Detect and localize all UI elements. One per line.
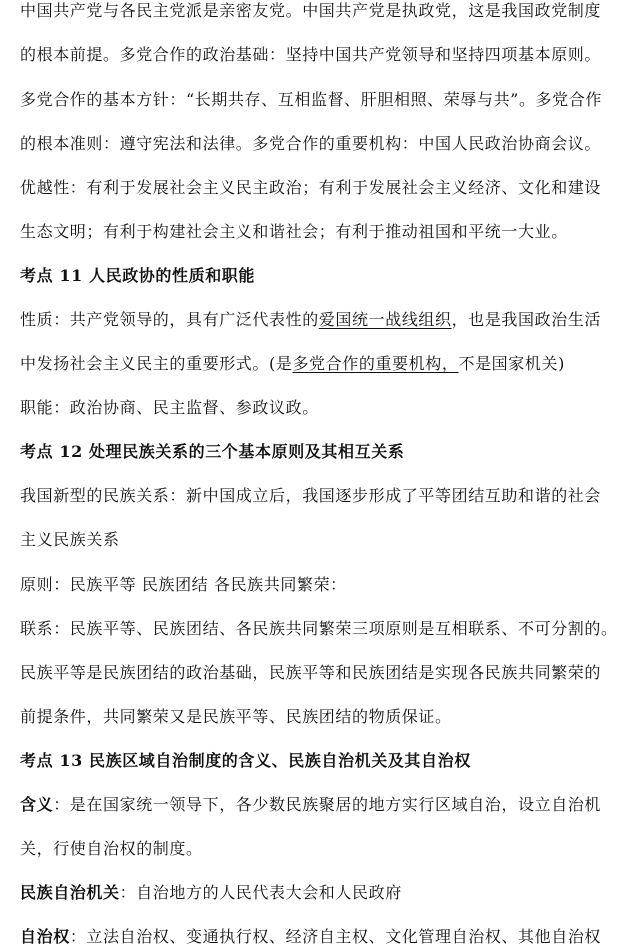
organ-text: ：自治地方的人民代表大会和人民政府 xyxy=(119,883,402,902)
section-12-line-6: 前提条件，共同繁荣又是民族平等、民族团结的物质保证。 xyxy=(20,707,452,726)
nature-underlined: 爱国统一战线组织 xyxy=(318,310,452,329)
paragraph-line-5: 优越性：有利于发展社会主义民主政治；有利于发展社会主义经济、文化和建设 xyxy=(20,178,602,197)
section-13-heading: 考点 13 民族区域自治制度的含义、民族自治机关及其自治权 xyxy=(20,751,471,770)
definition-label: 含义 xyxy=(20,795,54,814)
paragraph-line-6: 生态文明；有利于构建社会主义和谐社会；有利于推动祖国和平统一大业。 xyxy=(20,222,568,241)
section-13-definition-line-1 xyxy=(20,794,628,816)
power-label: 自治权 xyxy=(20,927,70,946)
nature2-text-b: 不是国家机关) xyxy=(458,354,565,373)
section-11-nature-line-1 xyxy=(20,309,628,331)
paragraph-line-1: 中国共产党与各民主党派是亲密友党。中国共产党是执政党，这是我国政党制度 xyxy=(20,1,602,20)
paragraph-line-4: 的根本准则：遵守宪法和法律。多党合作的重要机构：中国人民政治协商会议。 xyxy=(20,134,602,153)
nature2-underlined: 多党合作的重要机构， xyxy=(292,354,459,373)
section-13-power-line xyxy=(20,926,628,948)
nature2-text-a: 中发扬社会主义民主的重要形式。(是 xyxy=(20,354,293,373)
section-12-line-4: 联系：民族平等、民族团结、各民族共同繁荣三项原则是互相联系、不可分割的。 xyxy=(20,619,618,638)
section-12-line-3: 原则：民族平等 民族团结 各民族共同繁荣： xyxy=(20,575,347,594)
section-11-heading: 考点 11 人民政协的性质和职能 xyxy=(20,266,256,285)
section-12-line-1: 我国新型的民族关系：新中国成立后，我国逐步形成了平等团结互助和谐的社会 xyxy=(20,486,602,505)
organ-label: 民族自治机关 xyxy=(20,883,120,902)
power-text: ：立法自治权、变通执行权、经济自主权、文化管理自治权、其他自治权 xyxy=(69,927,602,946)
section-11-functions: 职能：政治协商、民主监督、参政议政。 xyxy=(20,398,319,417)
paragraph-line-3: 多党合作的基本方针：“长期共存、互相监督、肝胆相照、荣辱与共”。多党合作 xyxy=(20,90,602,109)
section-11-nature-line-2 xyxy=(20,353,628,375)
section-12-heading: 考点 12 处理民族关系的三个基本原则及其相互关系 xyxy=(20,442,405,461)
paragraph-line-2: 的根本前提。多党合作的政治基础：坚持中国共产党领导和坚持四项基本原则。 xyxy=(20,45,602,64)
section-13-organ-line xyxy=(20,882,628,904)
section-13-definition-line-2: 关，行使自治权的制度。 xyxy=(20,839,203,858)
nature-text-a: 性质：共产党领导的，具有广泛代表性的 xyxy=(20,310,319,329)
nature-text-b: ，也是我国政治生活 xyxy=(451,310,602,329)
section-12-line-2: 主义民族关系 xyxy=(20,530,120,549)
definition-text: ：是在国家统一领导下，各少数民族聚居的地方实行区域自治，设立自治机 xyxy=(53,795,602,814)
section-12-line-5: 民族平等是民族团结的政治基础，民族平等和民族团结是实现各民族共同繁荣的 xyxy=(20,663,602,682)
